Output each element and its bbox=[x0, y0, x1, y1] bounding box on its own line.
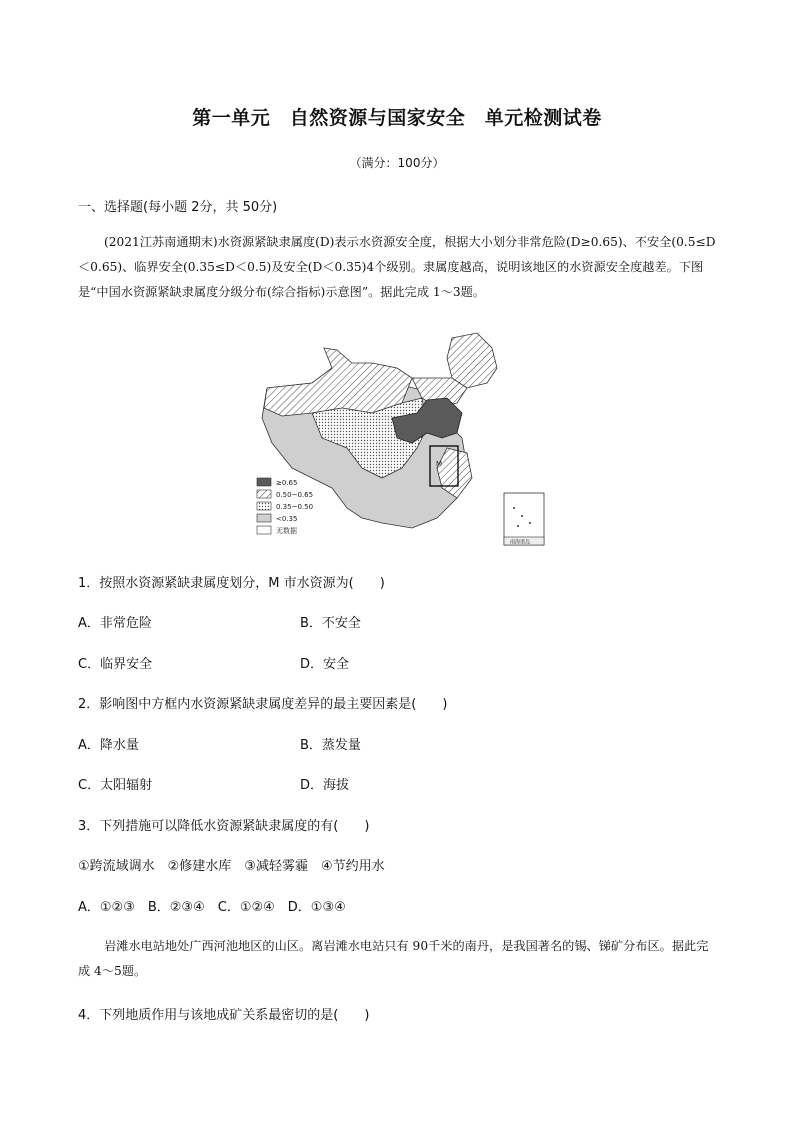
question-1: 1．按照水资源紧缺隶属度划分，M 市水资源为( ) bbox=[78, 576, 385, 591]
q1-option-a[interactable]: A．非常危险 bbox=[78, 616, 152, 631]
svg-text:南海诸岛: 南海诸岛 bbox=[510, 539, 531, 546]
region-northwest bbox=[264, 348, 412, 416]
question-4: 4．下列地质作用与该地成矿关系最密切的是( ) bbox=[78, 1008, 370, 1023]
q1-option-b[interactable]: B．不安全 bbox=[300, 616, 361, 631]
q1-option-d[interactable]: D．安全 bbox=[300, 657, 350, 672]
svg-text:<0.35: <0.35 bbox=[276, 515, 298, 523]
q3-items: ①跨流域调水 ②修建水库 ③减轻雾霾 ④节约用水 bbox=[78, 859, 385, 874]
svg-text:无数据: 无数据 bbox=[276, 527, 297, 535]
q3-options[interactable]: A．①②③ B．②③④ C．①②④ D．①③④ bbox=[78, 900, 346, 915]
svg-text:0.50~0.65: 0.50~0.65 bbox=[276, 491, 314, 499]
svg-text:0.35~0.50: 0.35~0.50 bbox=[276, 503, 314, 511]
q2-option-a[interactable]: A．降水量 bbox=[78, 738, 139, 753]
question-3: 3．下列措施可以降低水资源紧缺隶属度的有( ) bbox=[78, 819, 370, 834]
page-title: 第一单元 自然资源与国家安全 单元检测试卷 bbox=[192, 107, 602, 129]
q2-option-d[interactable]: D．海拔 bbox=[300, 778, 350, 793]
score-note: （满分：100分） bbox=[349, 156, 445, 170]
china-water-map bbox=[252, 328, 552, 550]
passage-2: 岩滩水电站地处广西河池地区的山区。离岩滩水电站只有 90千米的南丹，是我国著名的锡、锑矿分布区。据此完成 4～5题。 bbox=[78, 939, 709, 978]
map-legend bbox=[257, 478, 313, 535]
passage-1: (2021江苏南通期末)水资源紧缺隶属度(D)表示水资源安全度，根据大小划分非常危险(D≥0.65)、不安全(0.5≤D＜0.65)、临界安全(0.35≤D＜0.5)及安全(D＜0.35)4个级别。隶属度越高，说明该地区的水资源安全度越差。下图是“中国水资源紧缺隶属度分级分布(综合指标)示意图”。据此完成 1～3题。 bbox=[78, 235, 716, 299]
q2-option-b[interactable]: B．蒸发量 bbox=[300, 738, 361, 753]
south-sea-inset bbox=[504, 493, 544, 546]
q1-option-c[interactable]: C．临界安全 bbox=[78, 657, 153, 672]
section-heading: 一、选择题(每小题 2分，共 50分) bbox=[78, 200, 278, 215]
svg-text:≥0.65: ≥0.65 bbox=[276, 479, 298, 487]
q2-option-c[interactable]: C．太阳辐射 bbox=[78, 778, 153, 793]
question-2: 2．影响图中方框内水资源紧缺隶属度差异的最主要因素是( ) bbox=[78, 697, 448, 712]
box-label: M bbox=[436, 460, 443, 468]
